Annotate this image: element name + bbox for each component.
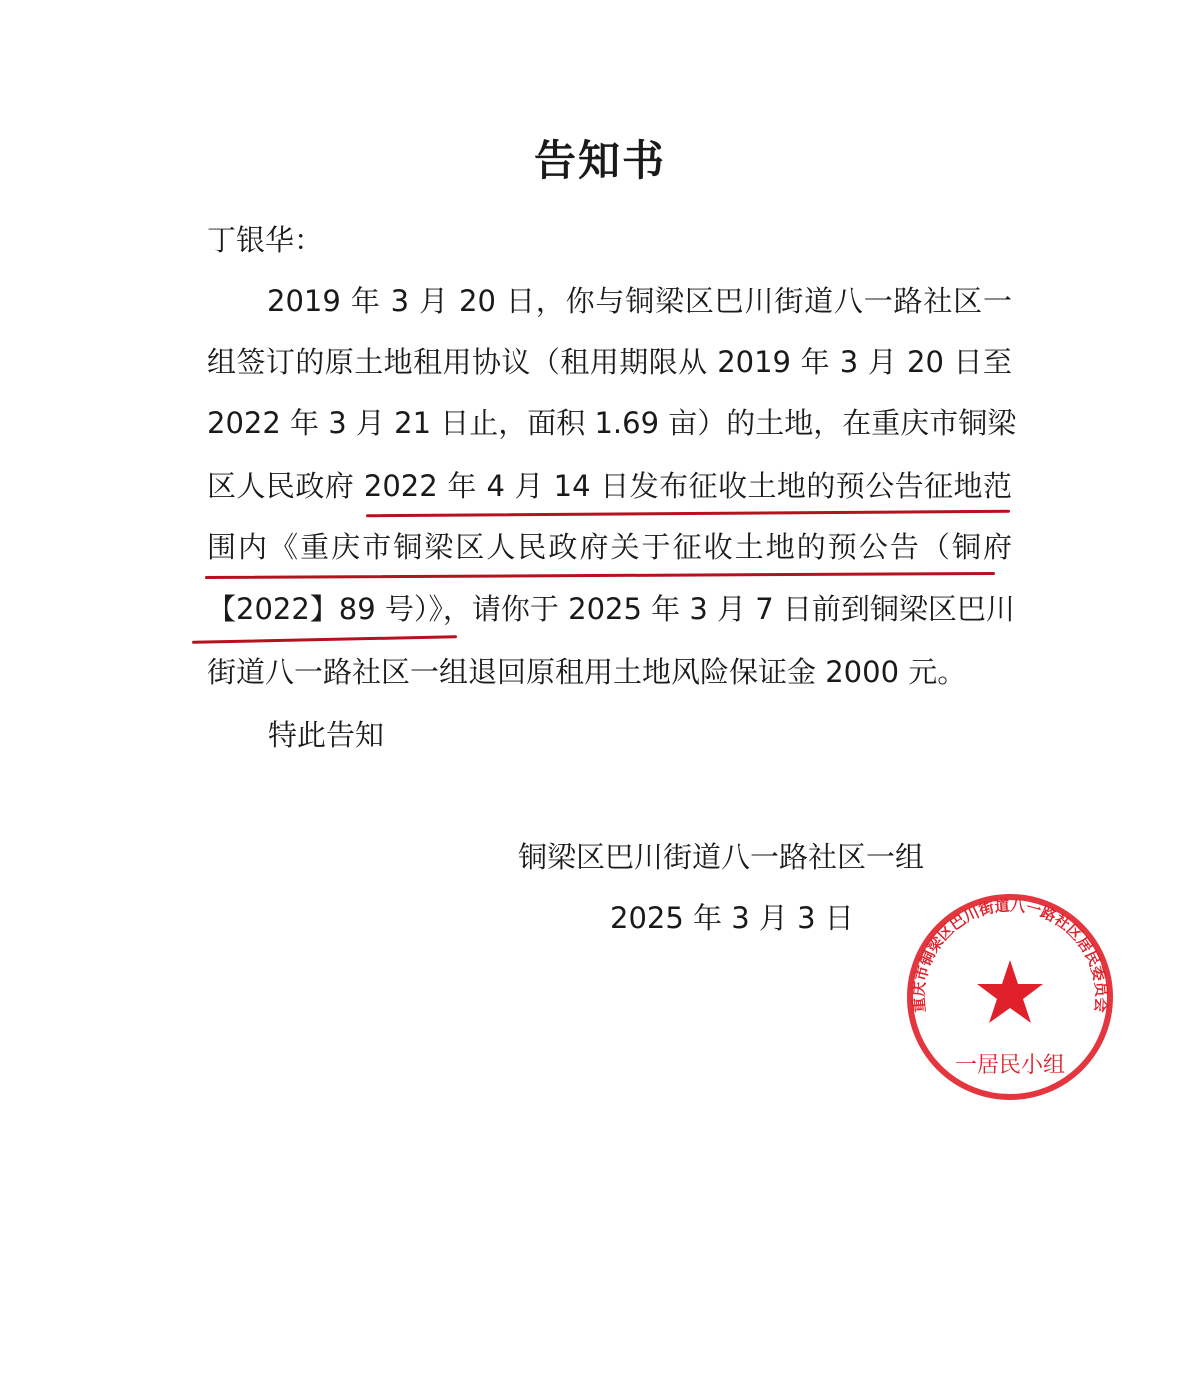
seal-bottom-text: 一居民小组 (954, 1053, 1066, 1078)
body-line-6: 【2022】89 号）》，请你于 2025 年 3 月 7 日前到铜梁区巴川 (207, 592, 1015, 626)
body-line-2: 组签订的原土地租用协议（租用期限从 2019 年 3 月 20 日至 (207, 345, 1012, 379)
star-icon (977, 960, 1043, 1023)
red-underline (205, 572, 995, 579)
addressee: 丁银华： (207, 223, 324, 257)
seal-ring-text: 重庆市铜梁区巴川街道八一路社区居民委员会 (909, 896, 1111, 1014)
closing: 特此告知 (268, 718, 385, 752)
body-line-4: 区人民政府 2022 年 4 月 14 日发布征收土地的预公告征地范 (207, 469, 1012, 503)
body-line-7: 街道八一路社区一组退回原租用土地风险保证金 2000 元。 (207, 655, 967, 689)
document-title: 告知书 (533, 136, 666, 185)
body-line-5: 围内《重庆市铜梁区人民政府关于征收土地的预公告（铜府 (207, 530, 1012, 564)
red-underline (366, 510, 1010, 517)
official-seal (905, 892, 1115, 1102)
date: 2025 年 3 月 3 日 (610, 901, 854, 935)
signature: 铜梁区巴川街道八一路社区一组 (518, 840, 925, 874)
body-line-3: 2022 年 3 月 21 日止，面积 1.69 亩）的土地，在重庆市铜梁 (207, 406, 1017, 440)
body-line-1: 2019 年 3 月 20 日，你与铜梁区巴川街道八一路社区一 (267, 284, 1012, 318)
red-underline (192, 635, 457, 644)
